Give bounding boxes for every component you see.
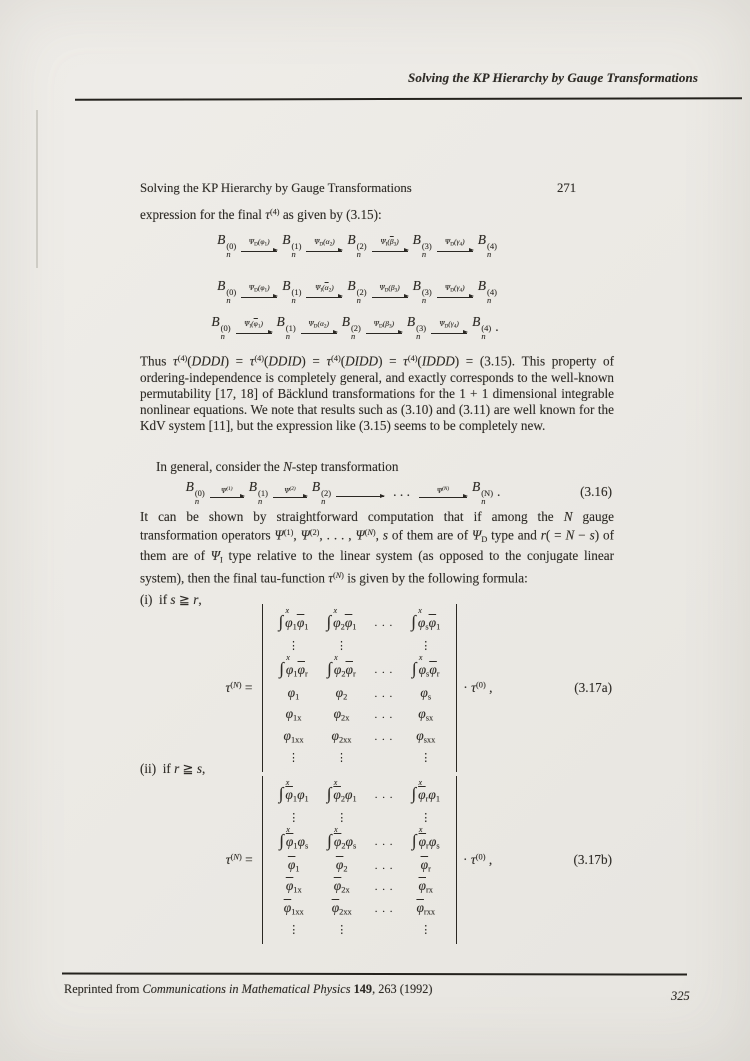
article-header bbox=[140, 181, 612, 196]
computation-paragraph: It can be shown by straightforward computation that if among the N gauge transformation operators $\Psi^{(1)}$, $\Psi^{(2)}$, . . . , $\Psi^{(N)}$, s of them are of $\Psi_D$ type and r( = N − s) of them are of $\Psi_I$ type relative to the linear system (as opposed to the conjugate linear system), then the final tau-function $\tau^{(N)}$ is given by the following formula: bbox=[140, 509, 615, 586]
equation-3-17a bbox=[140, 604, 612, 772]
footer-rule bbox=[62, 972, 687, 975]
case-ii-condition: (ii) if r ≧ s, bbox=[140, 761, 206, 776]
equation-number-3-16: (3.16) bbox=[580, 484, 612, 499]
tau-determinant-3-17b: ∫ x $\overline{\varphi}_1\varphi_1$ ∫ x $\overline{\varphi}_2\varphi_1$ . . . ∫ x $\overline{\varphi}_r\varphi_1$ ⋮ ⋮ ⋮ ∫ x $\overline{\varphi}_1\varphi_s$ ∫ x $\overline{\varphi}_2\varphi_s$ . . . ∫ x $\overline{\varphi}_r\varphi_s$ $\overline{\varphi}_1$ $\overline{\varphi}_2$ . . . $\overline{\varphi}_r$ $\overline{\varphi}_{1x}$ $\overline{\varphi}_{2x}$ . . . $\overline{\varphi}_{rx}$ $\overline{\varphi}_{1xx}$ $\overline{\varphi}_{2xx}$ . . . $\overline{\varphi}_{rxx}$ ⋮ ⋮ ⋮ bbox=[262, 776, 457, 944]
header-rule bbox=[75, 97, 742, 101]
equation-number-3-17b: (3.17b) bbox=[573, 852, 612, 867]
article-page-number: 271 bbox=[557, 181, 577, 195]
gauge-chain-didd: B (0) n $\Psi_D(\varphi_1)$ B (1) n $\Psi_I(\overline{\alpha}_2)$ B (2) n $\Psi_D(\beta_3)$ B (3) n $\Psi_D(\gamma_4)$ B (4) n bbox=[217, 277, 497, 305]
equation-3-16 bbox=[140, 477, 612, 507]
running-head-title: Solving the KP Hierarchy by Gauge Transformations bbox=[408, 70, 698, 85]
tau-lhs-3-17a: $\tau^{(N)}$ = bbox=[225, 680, 253, 695]
case-i-condition: (i) if s ≧ r, bbox=[140, 592, 202, 607]
tau-lhs-3-17b: $\tau^{(N)}$ = bbox=[225, 852, 253, 867]
tau-rhs-3-17b: · $\tau^{(0)}$ , bbox=[463, 852, 493, 867]
footer-citation: Reprinted from Communications in Mathematical Physics 149, 263 (1992) bbox=[64, 982, 433, 996]
equation-number-3-17a: (3.17a) bbox=[574, 680, 612, 695]
gauge-chain-iddd: B (0) n $\Psi_I(\overline{\varphi}_1)$ B (1) n $\Psi_D(\alpha_2)$ B (2) n $\Psi_D(\beta_3)$ B (3) n $\Psi_D(\gamma_4)$ B (4) n . bbox=[211, 313, 499, 341]
scan-artifact-line bbox=[36, 110, 38, 268]
ordering-independence-paragraph: Thus $\tau^{(4)}(DDDI)$ = $\tau^{(4)}(DDID)$ = $\tau^{(4)}(DIDD)$ = $\tau^{(4)}(IDDD) = (3.15)$. This property of ordering-independence is completely general, and exactly corresponds to the well-known permutability [17, 18] of Bäcklund transformations for the 1 + 1 dimensional integrable nonlinear equations. We note that results such as (3.10) and (3.11) are well known for the KdV system [11], but the expression like (3.15) seems to be completely new. bbox=[140, 353, 614, 433]
gauge-transformation-chains bbox=[140, 233, 612, 339]
gauge-chain-ddid: B (0) n $\Psi_D(\varphi_1)$ B (1) n $\Psi_D(\alpha_2)$ B (2) n $\Psi_I(\overline{\beta}_3)$ B (3) n $\Psi_D(\gamma_4)$ B (4) n bbox=[217, 231, 497, 259]
n-step-chain: B (0) n $\Psi^{(1)}$ B (1) n $\Psi^{(2)}$ B (2) n . . . $\Psi^{(N)}$ B (N) n . bbox=[185, 478, 501, 506]
tau-determinant-3-17a: ∫ x $\varphi_1\overline{\varphi}_1$ ∫ x $\varphi_2\overline{\varphi}_1$ . . . ∫ x $\varphi_s\overline{\varphi}_1$ ⋮ ⋮ ⋮ ∫ x $\varphi_1\overline{\varphi}_r$ ∫ x $\varphi_2\overline{\varphi}_r$ . . . ∫ x $\varphi_s\overline{\varphi}_r$ $\varphi_1$ $\varphi_2$ . . . $\varphi_s$ $\varphi_{1x}$ $\varphi_{2x}$ . . . $\varphi_{sx}$ $\varphi_{1xx}$ $\varphi_{2xx}$ . . . $\varphi_{sxx}$ ⋮ ⋮ ⋮ bbox=[262, 604, 458, 772]
tau-rhs-3-17a: · $\tau^{(0)}$ , bbox=[463, 680, 493, 695]
general-transformation-paragraph: In general, consider the N-step transformation bbox=[156, 459, 399, 474]
equation-3-17b bbox=[140, 776, 612, 944]
article-header-title: Solving the KP Hierarchy by Gauge Transformations bbox=[140, 181, 412, 195]
footer-page-number: 325 bbox=[671, 989, 690, 1003]
intro-line: expression for the final $\tau^{(4)}$ as given by (3.15): bbox=[140, 207, 382, 222]
